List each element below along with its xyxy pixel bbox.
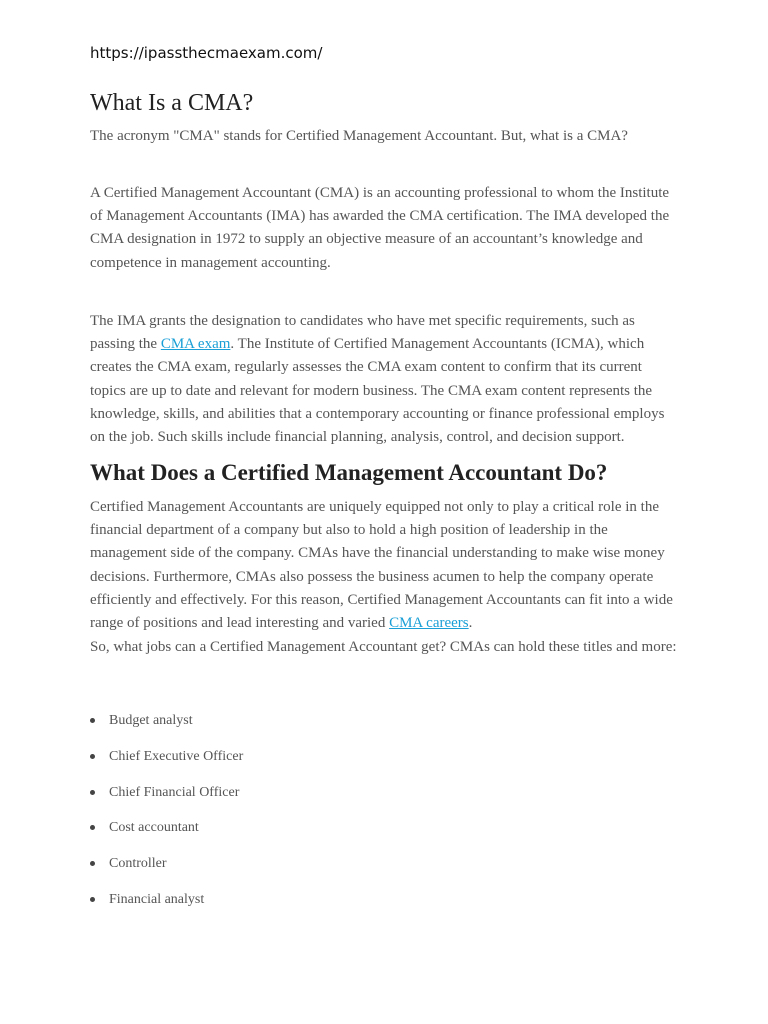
list-item [90, 746, 680, 782]
list-item [90, 817, 680, 853]
list-item [90, 889, 680, 925]
ima-paragraph-text-before: The IMA grants the designation to candidates who have met specific requirements, such as passing the [90, 313, 635, 353]
list-item-label: Chief Executive Officer [109, 748, 244, 764]
list-item [90, 853, 680, 889]
bullet-icon [90, 790, 95, 795]
role-paragraph-text-before: Certified Management Accountants are uniquely equipped not only to play a critical role in the financial department of a company but also to hold a high position of leadership in the management side of the company. CMAs have the financial understanding to make wise money decisions. Furthermore, CMAs also possess the business acumen to help the company operate efficiently and effectively. For this reason, Certified Management Accountants can fit into a wide range of positions and lead interesting and varied [90, 499, 673, 632]
list-item-label: Chief Financial Officer [109, 784, 240, 800]
cma-exam-link[interactable]: CMA exam [160, 336, 231, 353]
cma-careers-link[interactable]: CMA careers [389, 615, 469, 632]
bullet-icon [90, 825, 95, 830]
jobs-question: So, what jobs can a Certified Management Accountant get? CMAs can hold these titles and more: [90, 639, 677, 655]
role-paragraph-text-after: . [468, 615, 473, 632]
list-item-label: Controller [109, 856, 167, 872]
section-heading: What Does a Certified Management Accountant Do? [90, 460, 608, 485]
bullet-icon [90, 861, 95, 866]
ima-paragraph-text-after: . The Institute of Certified Management Accountants (ICMA), which creates the CMA exam, regularly assesses the CMA exam content to confirm that its current topics are up to date and relevant for modern business. The CMA exam content represents the knowledge, skills, and abilities that a contemporary accounting or finance professional employs on the job. Such skills include financial planning, analysis, control, and decision support. [90, 336, 665, 446]
bullet-icon [90, 897, 95, 902]
list-item [90, 782, 680, 818]
page-url: https://ipassthecmaexam.com/ [90, 44, 323, 62]
bullet-icon [90, 718, 95, 723]
list-item [90, 710, 680, 746]
intro-paragraph: The acronym "CMA" stands for Certified Management Accountant. But, what is a CMA? [90, 128, 628, 144]
definition-paragraph: A Certified Management Accountant (CMA) is an accounting professional to whom the Institute of Management Accountants (IMA) has awarded the CMA certification. The IMA developed the CMA designation in 1972 to supply an objective measure of an accountant’s knowledge and competence in management accounting. [90, 185, 670, 271]
jobs-list [90, 710, 680, 925]
page-title: What Is a CMA? [90, 90, 254, 116]
list-item-label: Budget analyst [109, 713, 193, 728]
list-item-label: Cost accountant [109, 820, 199, 836]
list-item-label: Financial analyst [109, 891, 205, 907]
ima-paragraph [90, 310, 680, 449]
role-paragraph [90, 496, 680, 635]
bullet-icon [90, 754, 95, 759]
